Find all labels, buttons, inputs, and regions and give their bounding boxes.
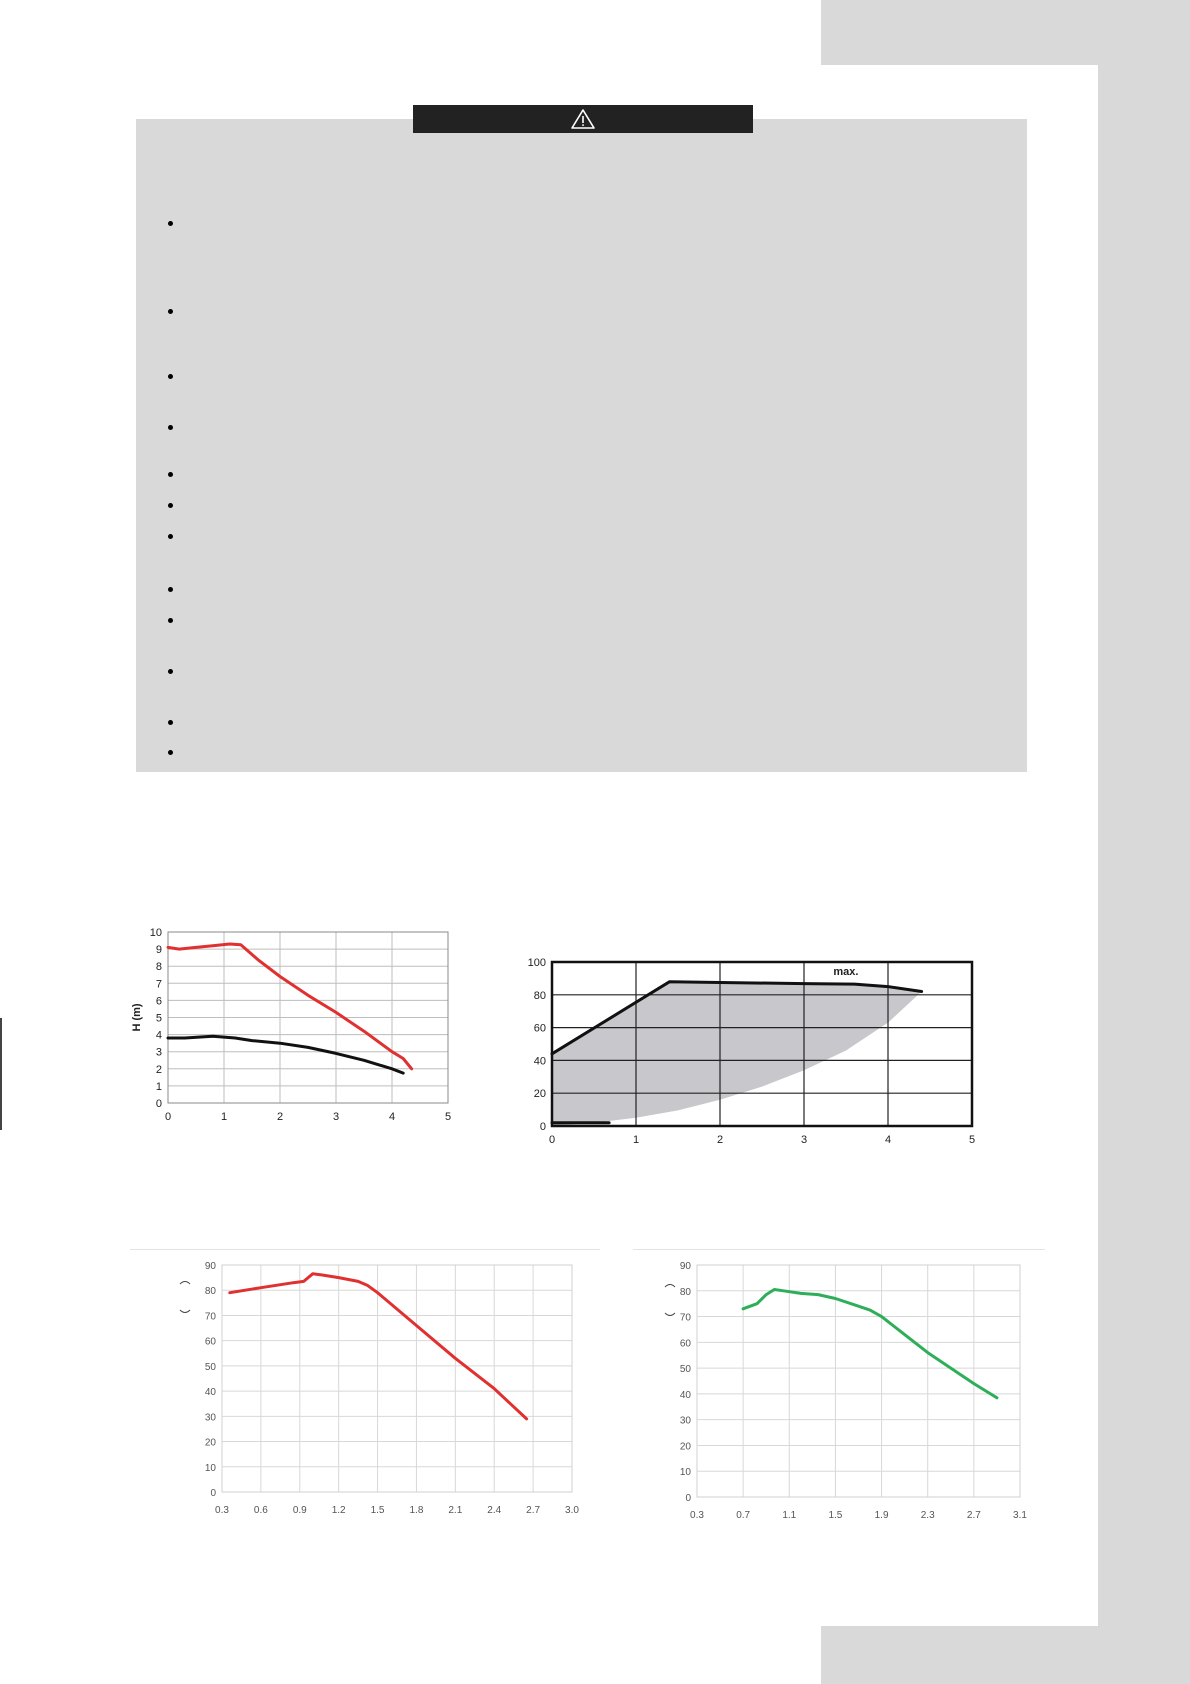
chart-area — [552, 982, 922, 1126]
y-tick-label: 2 — [155, 1063, 162, 1076]
bullet-marker — [168, 309, 173, 314]
x-tick-label: 1.9 — [874, 1510, 889, 1521]
bullet-marker — [168, 425, 173, 430]
y-tick-label: 40 — [533, 1055, 546, 1068]
bullet-marker — [168, 221, 173, 226]
y-tick-label: 1 — [155, 1080, 162, 1093]
axis-bracket-mark — [180, 1282, 190, 1285]
max-annotation: max. — [833, 966, 859, 979]
x-tick-label: 2 — [276, 1111, 284, 1123]
x-tick-label: 0.6 — [253, 1505, 268, 1516]
page-edge-mark — [0, 1018, 2, 1130]
green-curve-chart — [650, 1255, 1040, 1535]
series-line — [168, 1036, 403, 1073]
series-line — [743, 1290, 997, 1398]
y-tick-label: 3 — [155, 1046, 162, 1059]
x-tick-label: 1 — [220, 1111, 228, 1123]
warning-panel — [136, 119, 1027, 772]
y-tick-label: 9 — [155, 944, 162, 957]
y-tick-label: 20 — [533, 1088, 546, 1101]
bullet-marker — [168, 587, 173, 592]
y-tick-label: 5 — [155, 1012, 162, 1025]
x-tick-label: 3 — [332, 1111, 340, 1123]
y-tick-label: 40 — [679, 1389, 691, 1401]
y-tick-label: 30 — [204, 1412, 216, 1424]
bullet-marker — [168, 472, 173, 477]
page-corner-bottom — [821, 1626, 1190, 1684]
y-tick-label: 20 — [204, 1437, 216, 1449]
x-tick-label: 2.7 — [526, 1505, 541, 1516]
y-tick-label: 6 — [155, 995, 162, 1008]
series-line — [230, 1274, 527, 1419]
bullet-marker — [168, 534, 173, 539]
chart-svg — [150, 1255, 590, 1535]
x-tick-label: 0.7 — [736, 1510, 751, 1521]
bullet-marker — [168, 669, 173, 674]
y-tick-label: 50 — [679, 1364, 691, 1376]
y-tick-label: 7 — [155, 978, 162, 991]
x-tick-label: 2.4 — [487, 1505, 502, 1516]
x-tick-label: 4 — [388, 1111, 396, 1123]
x-tick-label: 0 — [548, 1134, 556, 1146]
x-tick-label: 0 — [164, 1111, 172, 1123]
y-tick-label: 90 — [679, 1261, 691, 1272]
power-chart — [520, 950, 980, 1150]
y-tick-label: 0 — [685, 1493, 691, 1504]
y-tick-label: 60 — [679, 1338, 691, 1350]
warning-triangle-icon — [570, 108, 596, 130]
head-chart — [120, 920, 460, 1130]
bullet-marker — [168, 503, 173, 508]
y-tick-label: 80 — [679, 1286, 691, 1298]
x-tick-label: 5 — [444, 1111, 452, 1123]
x-tick-label: 0.9 — [292, 1505, 307, 1516]
x-tick-label: 1 — [632, 1134, 640, 1146]
y-tick-label: 100 — [527, 957, 546, 969]
y-tick-label: 60 — [204, 1336, 216, 1348]
y-tick-label: 80 — [204, 1286, 216, 1298]
y-tick-label: 0 — [155, 1098, 162, 1110]
y-tick-label: 8 — [155, 961, 162, 974]
y-tick-label: 0 — [210, 1488, 216, 1499]
bullet-marker — [168, 374, 173, 379]
plot-frame — [222, 1265, 572, 1492]
x-tick-label: 2 — [716, 1134, 724, 1146]
x-tick-label: 0.3 — [690, 1510, 704, 1521]
y-tick-label: 70 — [679, 1312, 691, 1324]
axis-bracket-mark — [180, 1310, 190, 1313]
y-tick-label: 10 — [679, 1467, 691, 1479]
x-tick-label: 1.2 — [331, 1505, 346, 1516]
chart-svg — [120, 920, 460, 1130]
warning-bullet-list — [136, 119, 1027, 772]
x-tick-label: 1.5 — [828, 1510, 843, 1521]
red-curve-chart — [150, 1255, 590, 1535]
y-tick-label: 10 — [204, 1462, 216, 1474]
x-tick-label: 2.7 — [966, 1510, 981, 1521]
x-tick-label: 1.5 — [370, 1505, 385, 1516]
x-tick-label: 2.1 — [448, 1505, 463, 1516]
axis-bracket-mark — [665, 1285, 675, 1288]
y-tick-label: 50 — [204, 1361, 216, 1373]
x-tick-label: 4 — [884, 1134, 892, 1146]
y-tick-label: 60 — [533, 1022, 546, 1035]
y-axis-label: H (m) — [131, 1003, 143, 1032]
y-tick-label: 4 — [155, 1029, 162, 1042]
y-tick-label: 80 — [533, 989, 546, 1002]
bullet-marker — [168, 750, 173, 755]
x-tick-label: 0.3 — [215, 1505, 229, 1516]
x-tick-label: 1.8 — [409, 1505, 424, 1516]
x-tick-label: 3 — [800, 1134, 808, 1146]
y-tick-label: 90 — [204, 1261, 216, 1272]
x-tick-label: 1.1 — [782, 1510, 797, 1521]
axis-bracket-mark — [665, 1313, 675, 1316]
warning-header — [413, 105, 753, 133]
x-tick-label: 3.0 — [565, 1505, 579, 1516]
y-tick-label: 70 — [204, 1311, 216, 1323]
page-side-bar — [1098, 0, 1190, 1684]
chart-svg — [520, 950, 980, 1150]
y-tick-label: 30 — [679, 1415, 691, 1427]
y-tick-label: 20 — [679, 1441, 691, 1453]
y-tick-label: 0 — [539, 1121, 546, 1133]
bullet-marker — [168, 618, 173, 623]
x-tick-label: 5 — [968, 1134, 976, 1146]
y-tick-label: 10 — [149, 927, 162, 939]
bullet-marker — [168, 720, 173, 725]
series-line — [168, 944, 412, 1069]
chart-svg — [650, 1255, 1040, 1535]
y-tick-label: 40 — [204, 1387, 216, 1399]
x-tick-label: 2.3 — [920, 1510, 935, 1521]
x-tick-label: 3.1 — [1013, 1510, 1027, 1521]
